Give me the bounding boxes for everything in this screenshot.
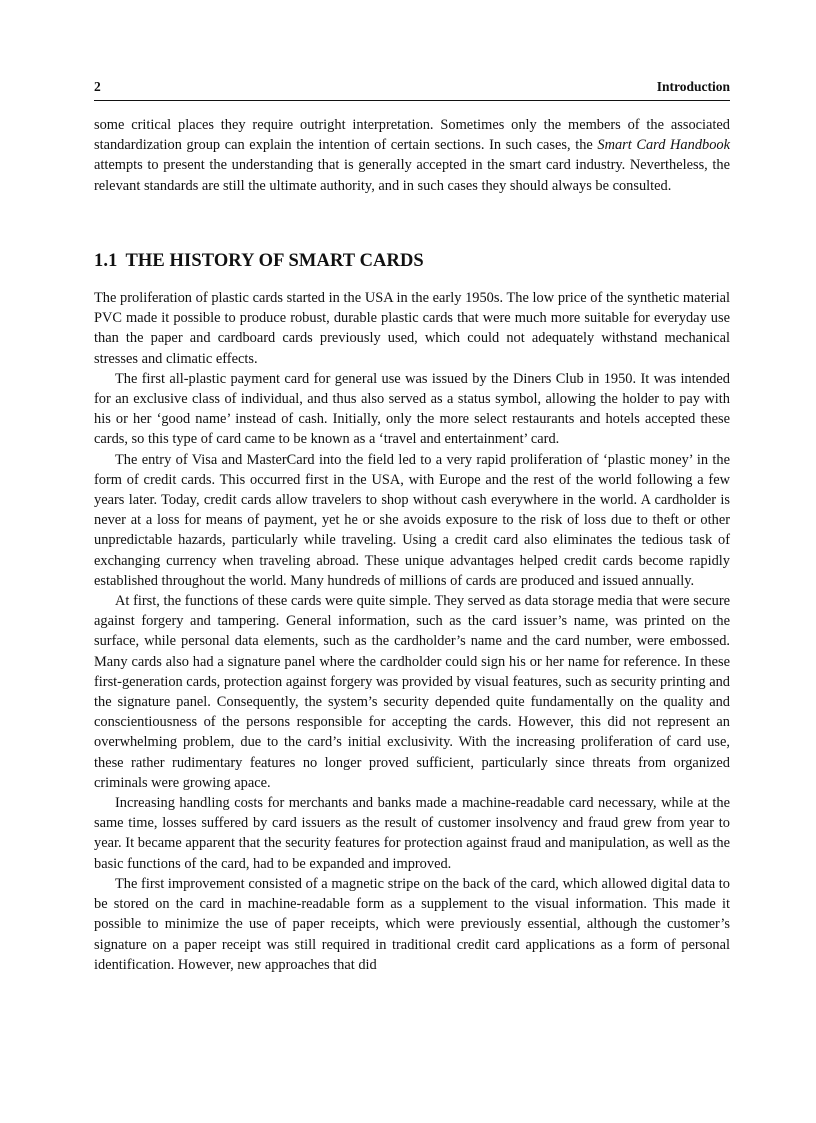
section-title: THE HISTORY OF SMART CARDS	[125, 251, 424, 271]
paragraph: The entry of Visa and MasterCard into the field led to a very rapid proliferation of ‘plastic money’ in the form of credit cards. This occurred first in the USA, with Europe and the rest of the world following a few years later. Today, credit cards allow travelers to shop without cash everywhere in the world. A cardholder is never at a loss for means of payment, yet he or she avoids exposure to the risk of loss due to theft or other unpredictable hazards, particularly while traveling. Using a credit card also eliminates the tedious task of exchanging currency when traveling abroad. These unique advantages helped credit cards become rapidly established throughout the world. Many hundreds of millions of cards are produced and issued annually.	[94, 451, 730, 589]
lead-paragraph	[94, 115, 730, 196]
page-number: 2	[94, 79, 101, 94]
paragraph: Increasing handling costs for merchants and banks made a machine-readable card necessary, while at the same time, losses suffered by card issuers as the result of customer insolvency and fraud grew from year to year. It became apparent that the security features for protection against fraud and manipulation, as well as the basic functions of the card, had to be expanded and improved.	[94, 795, 730, 872]
paragraph: The proliferation of plastic cards started in the USA in the early 1950s. The low price of the synthetic material PVC made it possible to produce robust, durable plastic cards that were much more suitable for everyday use than the paper and cardboard cards previously used, which could not adequately withstand mechanical stresses and climatic effects.	[94, 290, 730, 367]
section-heading	[94, 249, 730, 273]
book-title-italic: Smart Card Handbook	[597, 137, 730, 154]
section-body	[94, 288, 730, 975]
header-rule	[94, 100, 730, 101]
section-number: 1.1	[94, 251, 118, 271]
paragraph: The first all-plastic payment card for general use was issued by the Diners Club in 1950. It was intended for an exclusive class of individual, and thus also served as a status symbol, allowing the holder to pay with his or her ‘good name’ instead of cash. Initially, only the more select restaurants and hotels accepted these cards, so this type of card came to be known as a ‘travel and entertainment’ card.	[94, 370, 730, 448]
chapter-title: Introduction	[656, 79, 730, 94]
lead-text-start: some critical places they require outright interpretation. Sometimes only the members of the associated standardization group can explain the intention of certain sections. In such cases, the	[94, 117, 730, 154]
lead-text-end: attempts to present the understanding that is generally accepted in the smart card industry. Nevertheless, the relevant standards are still the ultimate authority, and in such cases they should always be consulted.	[94, 157, 730, 194]
paragraph: At first, the functions of these cards were quite simple. They served as data storage media that were secure against forgery and tampering. General information, such as the card issuer’s name, was printed on the surface, while personal data elements, such as the cardholder’s name and the card number, were embossed. Many cards also had a signature panel where the cardholder could sign his or her name for reference. In these first-generation cards, protection against forgery was provided by visual features, such as security printing and the signature panel. Consequently, the system’s security depended quite fundamentally on the quality and conscientiousness of the persons responsible for accepting the cards. However, this did not represent an overwhelming problem, due to the card’s initial exclusivity. With the increasing proliferation of card use, these rather rudimentary features no longer proved sufficient, particularly since threats from organized criminals were growing apace.	[94, 593, 730, 791]
paragraph: The first improvement consisted of a magnetic stripe on the back of the card, which allowed digital data to be stored on the card in machine-readable form as a supplement to the visual information. This made it possible to minimize the use of paper receipts, which were previously essential, although the customer’s signature on a paper receipt was still required in traditional credit card applications as a form of personal identification. However, new approaches that did	[94, 875, 730, 973]
running-head	[94, 79, 730, 95]
